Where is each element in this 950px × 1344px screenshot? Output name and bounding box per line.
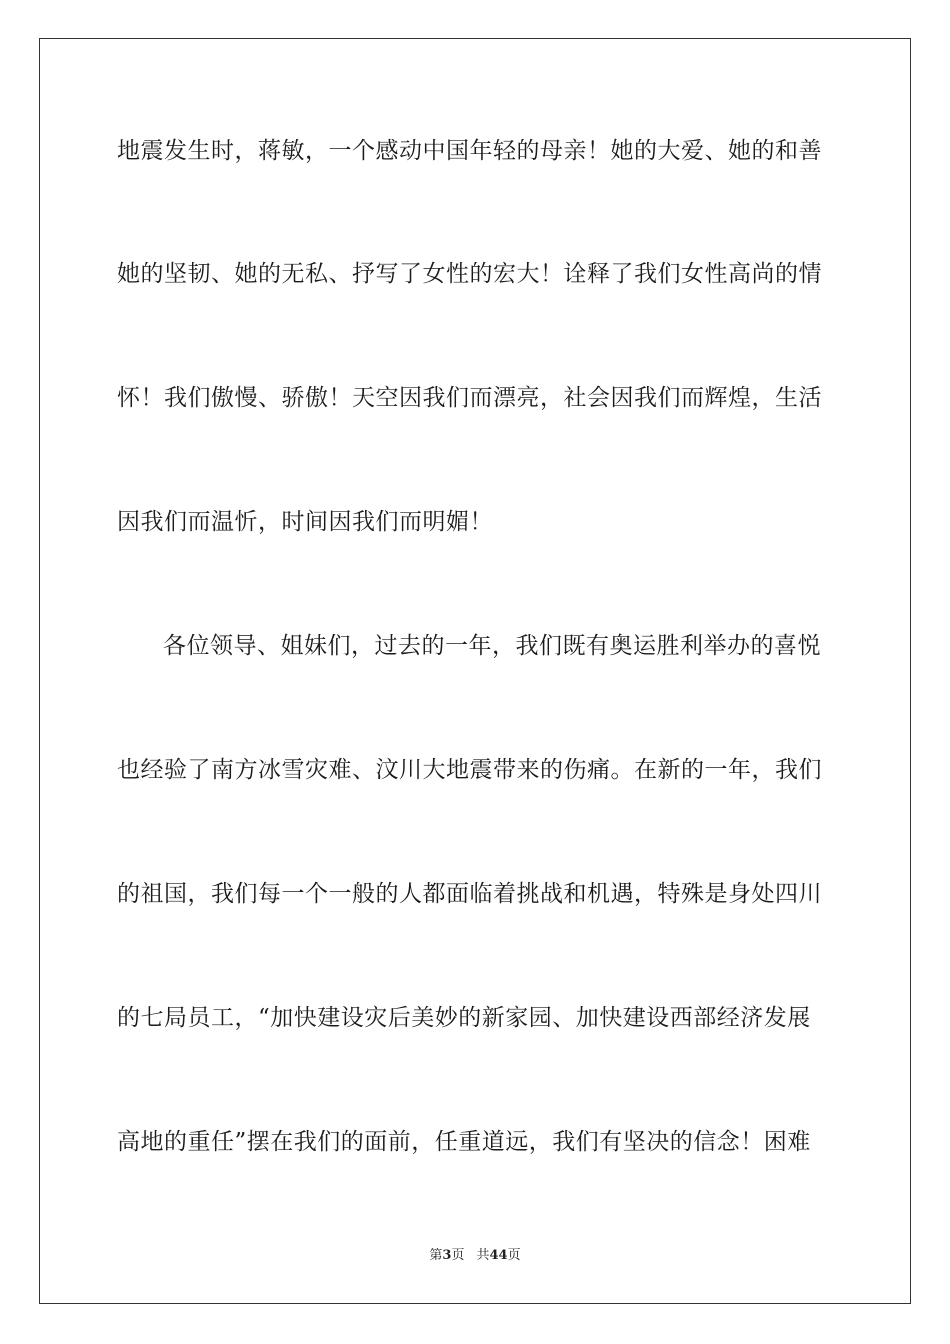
page-footer <box>0 1247 950 1265</box>
total-prefix: 共 <box>476 1248 490 1263</box>
body-line-7: 的祖国，我们每一个一般的人都面临着挑战和机遇，特殊是身处四川 <box>117 881 822 907</box>
body-line-6: 也经验了南方冰雪灾难、汶川大地震带来的伤痛。在新的一年，我们 <box>117 757 822 783</box>
body-line-8: 的七局员工，“加快建设灾后美妙的新家园、加快建设西部经济发展 <box>117 1005 811 1031</box>
body-line-1: 地震发生时，蒋敏，一个感动中国年轻的母亲！她的大爱、她的和善 <box>117 138 822 164</box>
page-number: 3 <box>442 1248 452 1263</box>
page-suffix: 页 <box>451 1248 465 1263</box>
body-line-9: 高地的重任”摆在我们的面前，任重道远，我们有坚决的信念！困难 <box>117 1129 811 1155</box>
total-pages: 44 <box>489 1248 508 1263</box>
body-line-3: 怀！我们傲慢、骄傲！天空因我们而漂亮，社会因我们而辉煌，生活 <box>117 385 822 411</box>
body-line-4: 因我们而温忻，时间因我们而明媚！ <box>117 509 493 535</box>
body-line-5: 各位领导、姐妹们，过去的一年，我们既有奥运胜利举办的喜悦 <box>163 633 821 659</box>
page-prefix: 第 <box>429 1248 443 1263</box>
total-suffix: 页 <box>507 1248 521 1263</box>
body-line-2: 她的坚韧、她的无私、抒写了女性的宏大！诠释了我们女性高尚的情 <box>117 261 822 287</box>
page-border <box>39 38 911 1304</box>
